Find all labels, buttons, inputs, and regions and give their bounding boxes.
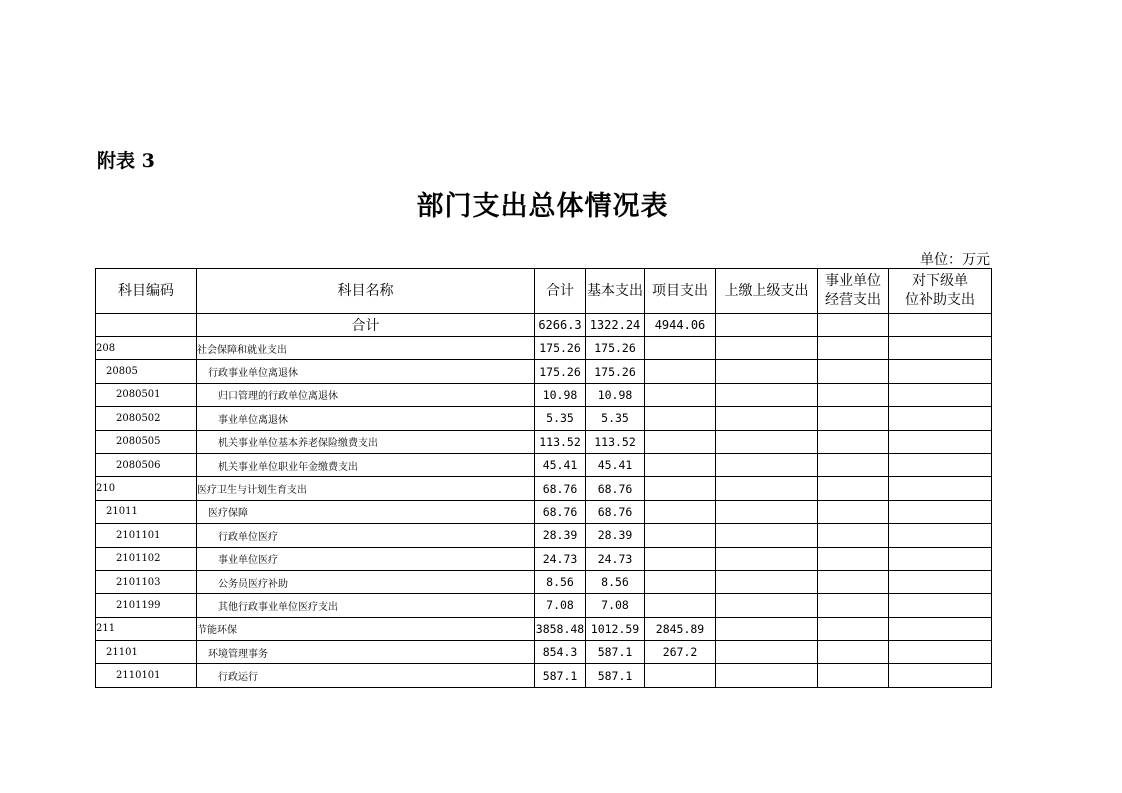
row-code: 2101103 [96, 570, 197, 593]
row-business [818, 547, 889, 570]
header-business-line1: 事业单位 [825, 273, 881, 289]
row-project [645, 664, 716, 687]
row-code: 210 [96, 477, 197, 500]
row-project [645, 407, 716, 430]
row-project [645, 477, 716, 500]
total-total: 6266.3 [535, 314, 586, 337]
row-basic: 5.35 [586, 407, 645, 430]
row-project [645, 453, 716, 476]
header-business-line2: 经营支出 [825, 292, 881, 308]
row-project [645, 500, 716, 523]
row-business [818, 407, 889, 430]
row-business [818, 570, 889, 593]
row-code: 21011 [96, 500, 197, 523]
row-name: 事业单位医疗 [197, 547, 535, 570]
row-upper [716, 500, 818, 523]
row-business [818, 360, 889, 383]
total-basic: 1322.24 [586, 314, 645, 337]
row-total: 68.76 [535, 500, 586, 523]
row-upper [716, 453, 818, 476]
row-business [818, 500, 889, 523]
header-basic: 基本支出 [586, 269, 645, 314]
row-name: 行政运行 [197, 664, 535, 687]
row-code: 208 [96, 337, 197, 360]
header-subsidy-line1: 对下级单 [912, 273, 968, 289]
total-project: 4944.06 [645, 314, 716, 337]
table-row [96, 617, 992, 640]
row-name: 环境管理事务 [197, 641, 535, 664]
row-upper [716, 664, 818, 687]
row-subsidy [889, 430, 992, 453]
row-basic: 587.1 [586, 641, 645, 664]
row-subsidy [889, 617, 992, 640]
total-row [96, 314, 992, 337]
row-basic: 45.41 [586, 453, 645, 476]
row-project: 2845.89 [645, 617, 716, 640]
total-code [96, 314, 197, 337]
row-project [645, 430, 716, 453]
row-code: 211 [96, 617, 197, 640]
row-upper [716, 360, 818, 383]
row-subsidy [889, 453, 992, 476]
row-total: 175.26 [535, 337, 586, 360]
row-upper [716, 477, 818, 500]
row-total: 854.3 [535, 641, 586, 664]
row-upper [716, 570, 818, 593]
row-total: 3858.48 [535, 617, 586, 640]
row-business [818, 617, 889, 640]
row-name: 社会保障和就业支出 [197, 337, 535, 360]
row-business [818, 524, 889, 547]
row-basic: 175.26 [586, 360, 645, 383]
row-basic: 587.1 [586, 664, 645, 687]
total-upper [716, 314, 818, 337]
row-code: 21101 [96, 641, 197, 664]
row-business [818, 641, 889, 664]
row-name: 公务员医疗补助 [197, 570, 535, 593]
table-row [96, 383, 992, 406]
row-code: 2101102 [96, 547, 197, 570]
row-subsidy [889, 570, 992, 593]
page-title: 部门支出总体情况表 [416, 191, 669, 222]
row-project [645, 594, 716, 617]
table-row [96, 477, 992, 500]
row-basic: 1012.59 [586, 617, 645, 640]
row-name: 节能环保 [197, 617, 535, 640]
row-project [645, 570, 716, 593]
row-project [645, 337, 716, 360]
row-total: 587.1 [535, 664, 586, 687]
row-project [645, 360, 716, 383]
row-upper [716, 594, 818, 617]
table-row [96, 337, 992, 360]
row-upper [716, 430, 818, 453]
header-subsidy-line2: 位补助支出 [905, 292, 975, 308]
row-business [818, 383, 889, 406]
row-name: 机关事业单位职业年金缴费支出 [197, 453, 535, 476]
row-upper [716, 617, 818, 640]
row-basic: 175.26 [586, 337, 645, 360]
row-subsidy [889, 664, 992, 687]
row-name: 归口管理的行政单位离退休 [197, 383, 535, 406]
table-row [96, 641, 992, 664]
table-row [96, 594, 992, 617]
row-upper [716, 383, 818, 406]
row-subsidy [889, 524, 992, 547]
header-project: 项目支出 [645, 269, 716, 314]
row-code: 2080501 [96, 383, 197, 406]
row-business [818, 337, 889, 360]
row-basic: 8.56 [586, 570, 645, 593]
row-total: 24.73 [535, 547, 586, 570]
row-basic: 68.76 [586, 477, 645, 500]
row-code: 2080506 [96, 453, 197, 476]
table-row [96, 453, 992, 476]
total-name: 合计 [197, 314, 535, 337]
table-row [96, 524, 992, 547]
row-basic: 24.73 [586, 547, 645, 570]
header-name: 科目名称 [197, 269, 535, 314]
header-code: 科目编码 [96, 269, 197, 314]
row-name: 机关事业单位基本养老保险缴费支出 [197, 430, 535, 453]
row-basic: 7.08 [586, 594, 645, 617]
row-subsidy [889, 547, 992, 570]
row-name: 医疗保障 [197, 500, 535, 523]
row-name: 行政事业单位离退休 [197, 360, 535, 383]
row-name: 医疗卫生与计划生育支出 [197, 477, 535, 500]
row-code: 2101101 [96, 524, 197, 547]
row-subsidy [889, 500, 992, 523]
row-business [818, 664, 889, 687]
total-subsidy [889, 314, 992, 337]
row-project: 267.2 [645, 641, 716, 664]
row-subsidy [889, 337, 992, 360]
row-subsidy [889, 383, 992, 406]
row-name: 其他行政事业单位医疗支出 [197, 594, 535, 617]
row-project [645, 524, 716, 547]
row-subsidy [889, 360, 992, 383]
row-upper [716, 641, 818, 664]
row-basic: 10.98 [586, 383, 645, 406]
row-total: 5.35 [535, 407, 586, 430]
row-subsidy [889, 594, 992, 617]
row-total: 10.98 [535, 383, 586, 406]
row-upper [716, 524, 818, 547]
row-project [645, 383, 716, 406]
table-row [96, 500, 992, 523]
row-code: 20805 [96, 360, 197, 383]
row-basic: 68.76 [586, 500, 645, 523]
row-total: 7.08 [535, 594, 586, 617]
header-row [96, 269, 992, 314]
row-upper [716, 337, 818, 360]
header-total: 合计 [535, 269, 586, 314]
row-subsidy [889, 641, 992, 664]
row-total: 8.56 [535, 570, 586, 593]
row-name: 行政单位医疗 [197, 524, 535, 547]
unit-label: 单位：万元 [920, 252, 990, 268]
row-business [818, 453, 889, 476]
row-project [645, 547, 716, 570]
row-upper [716, 547, 818, 570]
table-row [96, 570, 992, 593]
row-code: 2080505 [96, 430, 197, 453]
appendix-label: 附表 3 [97, 150, 155, 172]
row-code: 2080502 [96, 407, 197, 430]
row-code: 2101199 [96, 594, 197, 617]
row-subsidy [889, 477, 992, 500]
row-code: 2110101 [96, 664, 197, 687]
row-business [818, 477, 889, 500]
header-upper: 上缴上级支出 [716, 269, 818, 314]
table-row [96, 664, 992, 687]
header-business [818, 269, 889, 314]
row-name: 事业单位离退休 [197, 407, 535, 430]
expenditure-table [95, 268, 992, 688]
row-total: 45.41 [535, 453, 586, 476]
table-row [96, 360, 992, 383]
table-row [96, 430, 992, 453]
table-row [96, 407, 992, 430]
total-business [818, 314, 889, 337]
row-subsidy [889, 407, 992, 430]
header-subsidy [889, 269, 992, 314]
row-total: 68.76 [535, 477, 586, 500]
row-business [818, 594, 889, 617]
row-business [818, 430, 889, 453]
row-total: 28.39 [535, 524, 586, 547]
row-basic: 28.39 [586, 524, 645, 547]
row-upper [716, 407, 818, 430]
row-basic: 113.52 [586, 430, 645, 453]
row-total: 113.52 [535, 430, 586, 453]
row-total: 175.26 [535, 360, 586, 383]
table-row [96, 547, 992, 570]
